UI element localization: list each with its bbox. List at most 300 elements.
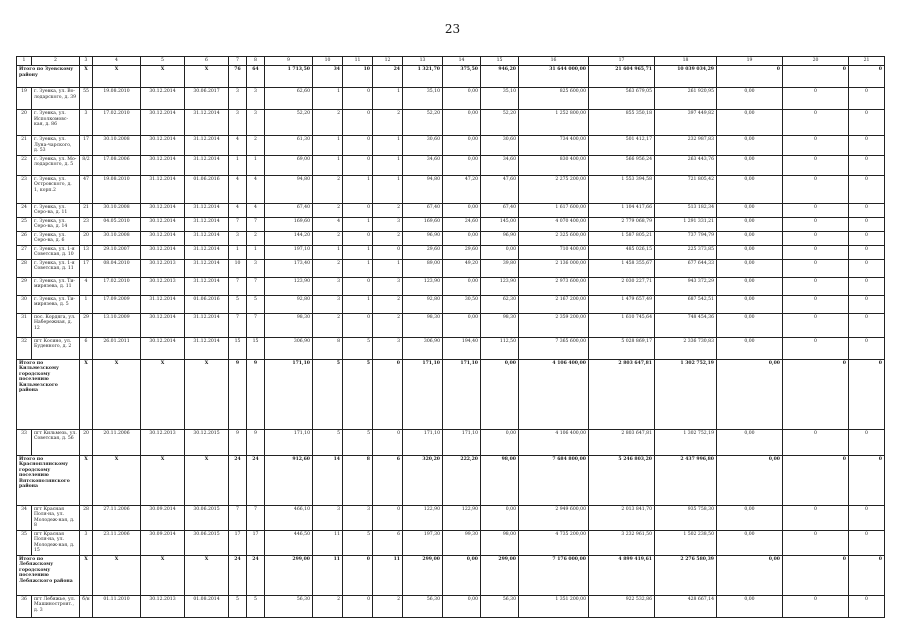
table-cell: 30.12.2013 (141, 277, 185, 295)
table-cell: 677 644,33 (655, 259, 717, 277)
table-cell: 30.12.2013 (141, 429, 185, 455)
table-cell: 52,20 (265, 110, 313, 136)
table-row (17, 155, 885, 175)
table-cell: 0,00 (717, 429, 783, 455)
table-cell: 0 (849, 136, 885, 156)
table-cell: 2 (247, 136, 265, 156)
table-cell: 2 (313, 175, 343, 203)
table-cell: X (141, 455, 185, 505)
table-cell: 2 437 996,80 (655, 455, 717, 505)
table-cell: 5 (247, 595, 265, 617)
table-cell: 225 373,85 (655, 245, 717, 259)
table-cell: 30.12.2015 (185, 429, 229, 455)
table-cell: 20.11.2006 (93, 429, 141, 455)
table-cell: 0 (849, 175, 885, 203)
column-number: 11 (343, 57, 373, 66)
table-cell: 3 (80, 110, 93, 136)
table-cell: 24 (17, 203, 32, 217)
table-cell: 52,20 (481, 110, 519, 136)
table-cell: 112,50 (481, 337, 519, 359)
table-cell: 0 (783, 66, 849, 88)
table-cell: 0 (783, 455, 849, 505)
table-cell: 0 (783, 203, 849, 217)
address-cell: г. Зуевка, ул. Серо-ва, д. 11 (32, 203, 80, 217)
table-cell: 92,80 (265, 295, 313, 313)
table-cell: 35,10 (403, 88, 443, 110)
table-cell: 4 (313, 217, 343, 231)
table-cell: 19.08.2010 (93, 88, 141, 110)
table-cell: 0,00 (443, 88, 481, 110)
table-cell: 2 (373, 313, 403, 337)
table-cell: 2 973 600,00 (519, 277, 589, 295)
subtotal-row (17, 66, 885, 88)
table-cell: 30.10.2008 (93, 231, 141, 245)
table-cell: 306,90 (403, 337, 443, 359)
table-row (17, 245, 885, 259)
table-cell: 2 (373, 110, 403, 136)
column-number: 12 (373, 57, 403, 66)
table-cell: 5 246 803,20 (589, 455, 655, 505)
column-number-row (17, 57, 885, 66)
table-cell: 17.09.2009 (93, 295, 141, 313)
table-cell: 33 (17, 429, 32, 455)
table-cell: 1 (229, 245, 247, 259)
table-cell: 08.04.2010 (93, 259, 141, 277)
table-cell: 2 275 200,00 (519, 175, 589, 203)
table-cell: 30.12.2013 (141, 595, 185, 617)
table-cell: 0 (783, 136, 849, 156)
table-cell: 0 (849, 245, 885, 259)
table-cell: 3 (229, 231, 247, 245)
table-cell: 0,00 (481, 505, 519, 530)
table-cell: 13 (80, 245, 93, 259)
table-cell: 1 (229, 155, 247, 175)
table-cell: 737 794,79 (655, 231, 717, 245)
table-cell: 0,00 (443, 277, 481, 295)
table-cell: 0,00 (717, 277, 783, 295)
table-cell: 31.12.2014 (185, 277, 229, 295)
table-cell: 29,60 (443, 245, 481, 259)
table-cell: 01.11.2010 (93, 595, 141, 617)
table-cell: 0,00 (717, 295, 783, 313)
table-cell: 306,90 (265, 337, 313, 359)
table-cell: 1 (247, 155, 265, 175)
table-cell: 31.12.2014 (185, 245, 229, 259)
column-number: 5 (141, 57, 185, 66)
table-cell: 3 (247, 88, 265, 110)
table-cell: 1 302 752,19 (655, 359, 717, 429)
table-cell: 52,20 (403, 110, 443, 136)
table-cell: 1 713,50 (265, 66, 313, 88)
table-cell: 9 (247, 429, 265, 455)
table-cell: 64 (247, 66, 265, 88)
table-cell: 1 104 417,66 (589, 203, 655, 217)
table-cell: 94,80 (265, 175, 313, 203)
table-cell: 19 (17, 88, 32, 110)
table-cell: 31 (17, 313, 32, 337)
table-cell: 10 (343, 66, 373, 88)
table-cell: 0 (849, 337, 885, 359)
table-cell: 22 (17, 155, 32, 175)
table-cell: 76 (229, 66, 247, 88)
table-cell: 7 (247, 277, 265, 295)
table-cell: X (80, 359, 93, 429)
table-cell: 485 026,15 (589, 245, 655, 259)
table-cell: 62,60 (265, 88, 313, 110)
table-cell: 3 (373, 217, 403, 231)
address-cell: г. Зуевка, ул. Мо-лодарского, д. 5 (32, 155, 80, 175)
table-cell: 0,00 (717, 245, 783, 259)
table-cell: 30.12.2014 (141, 217, 185, 231)
table-cell: 10 (229, 259, 247, 277)
table-cell: 49,20 (443, 259, 481, 277)
table-cell: 1 (343, 259, 373, 277)
table-cell: 17.08.2006 (93, 155, 141, 175)
table-cell: 30.06.2015 (185, 530, 229, 555)
table-cell: 2 (373, 231, 403, 245)
table-cell: 67,40 (481, 203, 519, 217)
table-cell: 0 (783, 88, 849, 110)
table-cell: 30.09.2014 (141, 505, 185, 530)
table-cell: 30,50 (443, 295, 481, 313)
table-cell: 0 (783, 245, 849, 259)
table-cell: X (93, 359, 141, 429)
table-cell: 197,10 (265, 245, 313, 259)
table-cell: 0,00 (717, 455, 783, 505)
table-cell: 1 502 238,50 (655, 530, 717, 555)
table-cell: X (185, 66, 229, 88)
address-cell: пгт Красная Поля-на, ул. Молодеж-ная, д. 15 (32, 530, 80, 555)
table-row (17, 337, 885, 359)
table-cell: 943 372,29 (655, 277, 717, 295)
table-cell: 0 (373, 429, 403, 455)
table-cell: 21 (80, 203, 93, 217)
column-number: 20 (783, 57, 849, 66)
table-cell: 6 (80, 337, 93, 359)
table-cell: 3 (343, 505, 373, 530)
table-cell: 1 553 394,58 (589, 175, 655, 203)
table-cell: 2 (373, 595, 403, 617)
table-cell: 0,00 (443, 136, 481, 156)
table-cell: 98,00 (481, 455, 519, 505)
table-cell: 5 (229, 595, 247, 617)
table-cell: 5 (343, 337, 373, 359)
table-cell: 5 (343, 359, 373, 429)
table-cell: 0 (783, 231, 849, 245)
table-cell: 3 (80, 530, 93, 555)
table-cell: 4 899 419,61 (589, 555, 655, 595)
table-cell: 0 (783, 155, 849, 175)
address-cell: г. Зуевка, ул. Островского, д. 1, корп.2 (32, 175, 80, 203)
table-cell: 2 (247, 231, 265, 245)
table-cell: 2 (313, 231, 343, 245)
table-cell: 0 (343, 231, 373, 245)
table-cell: 27 (17, 245, 32, 259)
table-cell: 7 (229, 277, 247, 295)
table-cell: 23 (80, 217, 93, 231)
table-cell: 24 (373, 66, 403, 88)
table-cell: 0,00 (443, 595, 481, 617)
table-cell: 5 (313, 429, 343, 455)
column-number: 16 (519, 57, 589, 66)
table-cell: 1 (343, 245, 373, 259)
table-cell: 4 106 400,00 (519, 429, 589, 455)
table-cell: 0,00 (443, 313, 481, 337)
table-cell: 122,90 (443, 505, 481, 530)
table-cell: 0,00 (717, 175, 783, 203)
table-cell: 3 (247, 259, 265, 277)
address-cell: г. Зуевка, ул. Во-лодарского, д. 39 (32, 88, 80, 110)
table-cell: 11 (313, 530, 343, 555)
table-cell: 922 532,86 (589, 595, 655, 617)
table-cell: 4 735 200,00 (519, 530, 589, 555)
table-cell: 0 (343, 88, 373, 110)
table-cell: 0,00 (717, 203, 783, 217)
table-cell: 35 (17, 530, 32, 555)
table-cell: 0 (783, 337, 849, 359)
table-cell: 47,20 (443, 175, 481, 203)
table-cell: 3 (313, 295, 343, 313)
table-cell: 29.10.2007 (93, 245, 141, 259)
table-cell: 26 (17, 231, 32, 245)
table-cell: 830 400,00 (519, 155, 589, 175)
table-cell: 3 (229, 110, 247, 136)
column-number: 13 (403, 57, 443, 66)
table-cell: 171,10 (265, 429, 313, 455)
subtotal-row (17, 555, 885, 595)
table-cell: 26.01.2011 (93, 337, 141, 359)
table-cell: 0,00 (717, 505, 783, 530)
table-cell: 0 (373, 245, 403, 259)
table-cell: 912,60 (265, 455, 313, 505)
table-cell: 34,60 (403, 155, 443, 175)
table-cell: 7 (229, 505, 247, 530)
table-cell: 5 (229, 295, 247, 313)
address-cell: пгт Кильмезь, ул. Советская, д. 56 (32, 429, 80, 455)
table-cell: 31.12.2014 (185, 203, 229, 217)
table-cell: X (141, 359, 185, 429)
table-cell: 23 (17, 175, 32, 203)
table-cell: 0 (849, 595, 885, 617)
table-cell: 0 (783, 277, 849, 295)
table-cell: 1 587 805,21 (589, 231, 655, 245)
column-number: 21 (849, 57, 885, 66)
table-row (17, 136, 885, 156)
table-cell: 31.12.2014 (185, 231, 229, 245)
table-cell: 0 (343, 110, 373, 136)
table-cell: 31.12.2014 (185, 110, 229, 136)
table-row (17, 295, 885, 313)
table-cell: 1 302 752,19 (655, 429, 717, 455)
table-cell: 28 (80, 505, 93, 530)
table-cell: 0 (343, 203, 373, 217)
table-cell: 7 (247, 217, 265, 231)
table-cell: 563 679,05 (589, 88, 655, 110)
table-cell: 0,00 (443, 203, 481, 217)
table-cell: 29 (80, 313, 93, 337)
address-cell: пос. Кордяга, ул. Набережная, д. 12 (32, 313, 80, 337)
table-cell: 30.09.2014 (141, 530, 185, 555)
table-cell: X (185, 359, 229, 429)
table-cell: 0,00 (443, 555, 481, 595)
table-cell: 0 (343, 155, 373, 175)
table-cell: 15 (247, 337, 265, 359)
table-cell: 24 (247, 455, 265, 505)
address-cell: пгт Косино, ул. Буденного, д. 2 (32, 337, 80, 359)
table-cell: 34 (313, 66, 343, 88)
table-cell: 0 (783, 530, 849, 555)
table-row (17, 88, 885, 110)
table-cell: 261 920,95 (655, 88, 717, 110)
table-cell: 30.12.2014 (141, 231, 185, 245)
table-cell: 32 (17, 337, 32, 359)
address-cell: г. Зуевка, ул. Серо-ва, д. 6 (32, 231, 80, 245)
table-cell: 0,00 (717, 595, 783, 617)
table-cell: 2 803 647,81 (589, 359, 655, 429)
address-cell: г. Зуевка, ул. Ти-мирязева, д. 5 (32, 295, 80, 313)
table-cell: 397 449,82 (655, 110, 717, 136)
table-row (17, 595, 885, 617)
table-cell: 299,00 (265, 555, 313, 595)
table-cell: 01.06.2016 (185, 295, 229, 313)
table-cell: 0 (849, 505, 885, 530)
table-cell: 825 600,00 (519, 88, 589, 110)
address-cell: г. Зуевка, ул. Серо-ва, д. 14 (32, 217, 80, 231)
table-cell: 0 (343, 136, 373, 156)
table-cell: 3 (247, 110, 265, 136)
table-row (17, 277, 885, 295)
table-cell: 96,90 (403, 231, 443, 245)
table-cell: 7 176 000,00 (519, 555, 589, 595)
table-cell: 98,30 (265, 313, 313, 337)
table-cell: 0,00 (717, 337, 783, 359)
table-cell: 5 (343, 429, 373, 455)
subtotal-label: Итого по Зуевскому району (17, 66, 80, 88)
table-cell: 30.12.2014 (141, 245, 185, 259)
table-cell: X (141, 66, 185, 88)
address-cell: г. Зуевка, ул. Ти-мирязева, д. 11 (32, 277, 80, 295)
table-row (17, 259, 885, 277)
table-cell: 31.12.2014 (141, 175, 185, 203)
table-cell: 0 (849, 66, 885, 88)
table-cell: X (80, 555, 93, 595)
table-cell: 31.12.2014 (185, 155, 229, 175)
address-cell: пгт Лебяжье, ул. Машиностроит., д. 3 (32, 595, 80, 617)
table-cell: 7 684 800,00 (519, 455, 589, 505)
table-cell: 0 (849, 277, 885, 295)
table-cell: 30.06.2015 (185, 505, 229, 530)
table-cell: 687 542,51 (655, 295, 717, 313)
table-cell: 7 (229, 217, 247, 231)
table-cell: 8 (313, 337, 343, 359)
table-cell: 35,10 (481, 88, 519, 110)
table-cell: 0,00 (443, 155, 481, 175)
subtotal-label: Итого по Красноплянскому городскому поселению Вятскополянского района (17, 455, 80, 505)
table-cell: 0,00 (481, 245, 519, 259)
table-cell: 2 359 200,00 (519, 313, 589, 337)
table-cell: 28 (17, 259, 32, 277)
table-cell: 0,00 (717, 313, 783, 337)
table-cell: 513 182,34 (655, 203, 717, 217)
table-cell: 30.12.2014 (141, 337, 185, 359)
table-cell: 173,40 (265, 259, 313, 277)
table-cell: 34,60 (481, 155, 519, 175)
table-cell: 11 (373, 555, 403, 595)
table-cell: 501 412,17 (589, 136, 655, 156)
table-cell: 0 (849, 203, 885, 217)
table-cell: 0,00 (717, 110, 783, 136)
table-cell: 99,30 (443, 530, 481, 555)
table-row (17, 505, 885, 530)
table-cell: 56,30 (403, 595, 443, 617)
page-number: 23 (444, 22, 461, 36)
address-cell: г. Зуевка, ул. Исполкомовс-кая, д. 86 (32, 110, 80, 136)
table-cell: 4 (229, 136, 247, 156)
table-row (17, 175, 885, 203)
column-number: 14 (443, 57, 481, 66)
table-cell: 31 644 000,00 (519, 66, 589, 88)
table-cell: 55 (80, 88, 93, 110)
column-number: 1 (17, 57, 32, 66)
table-cell: 320,20 (403, 455, 443, 505)
table-cell: 5 (343, 530, 373, 555)
table-cell: 2 136 000,00 (519, 259, 589, 277)
table-cell: 1 (373, 155, 403, 175)
table-cell: 7 (247, 313, 265, 337)
table-cell: X (80, 66, 93, 88)
table-cell: 30.12.2014 (141, 313, 185, 337)
table-cell: 0 (343, 277, 373, 295)
table-row (17, 203, 885, 217)
table-cell: 0,00 (443, 231, 481, 245)
table-cell: X (93, 555, 141, 595)
table-cell: 4 106 400,00 (519, 359, 589, 429)
table-cell: 446,50 (265, 530, 313, 555)
table-cell: 3 (313, 505, 343, 530)
table-cell: 29 (17, 277, 32, 295)
table-cell: 263 443,76 (655, 155, 717, 175)
table-cell: 0 (849, 455, 885, 505)
table-cell: 9 (229, 429, 247, 455)
table-cell: 855 350,18 (589, 110, 655, 136)
table-cell: 2 (313, 203, 343, 217)
table-cell: 14 (313, 455, 343, 505)
table-cell: 30.12.2014 (141, 88, 185, 110)
table-cell: 0 (849, 429, 885, 455)
table-cell: 30.12.2014 (141, 110, 185, 136)
table-cell: 171,10 (443, 429, 481, 455)
table-cell: 47,60 (481, 175, 519, 203)
address-cell: г. Зуевка, ул. 1-я Советская, д. 11 (32, 259, 80, 277)
table-cell: 1 321,70 (403, 66, 443, 88)
table-row (17, 231, 885, 245)
table-cell: 7 (247, 505, 265, 530)
table-cell: 23.11.2006 (93, 530, 141, 555)
table-cell: 9 (247, 359, 265, 429)
table-cell: 13.10.2009 (93, 313, 141, 337)
table-cell: 222,20 (443, 455, 481, 505)
table-cell: 2 (313, 595, 343, 617)
table-cell: 98,30 (481, 313, 519, 337)
subtotal-row (17, 359, 885, 429)
table-cell: 1 610 745,64 (589, 313, 655, 337)
table-cell: 1 (343, 175, 373, 203)
table-cell: 0 (849, 88, 885, 110)
table-cell: 89,00 (403, 259, 443, 277)
table-cell: 0 (849, 313, 885, 337)
table-cell: 30.12.2013 (141, 259, 185, 277)
table-cell: 6 (373, 530, 403, 555)
